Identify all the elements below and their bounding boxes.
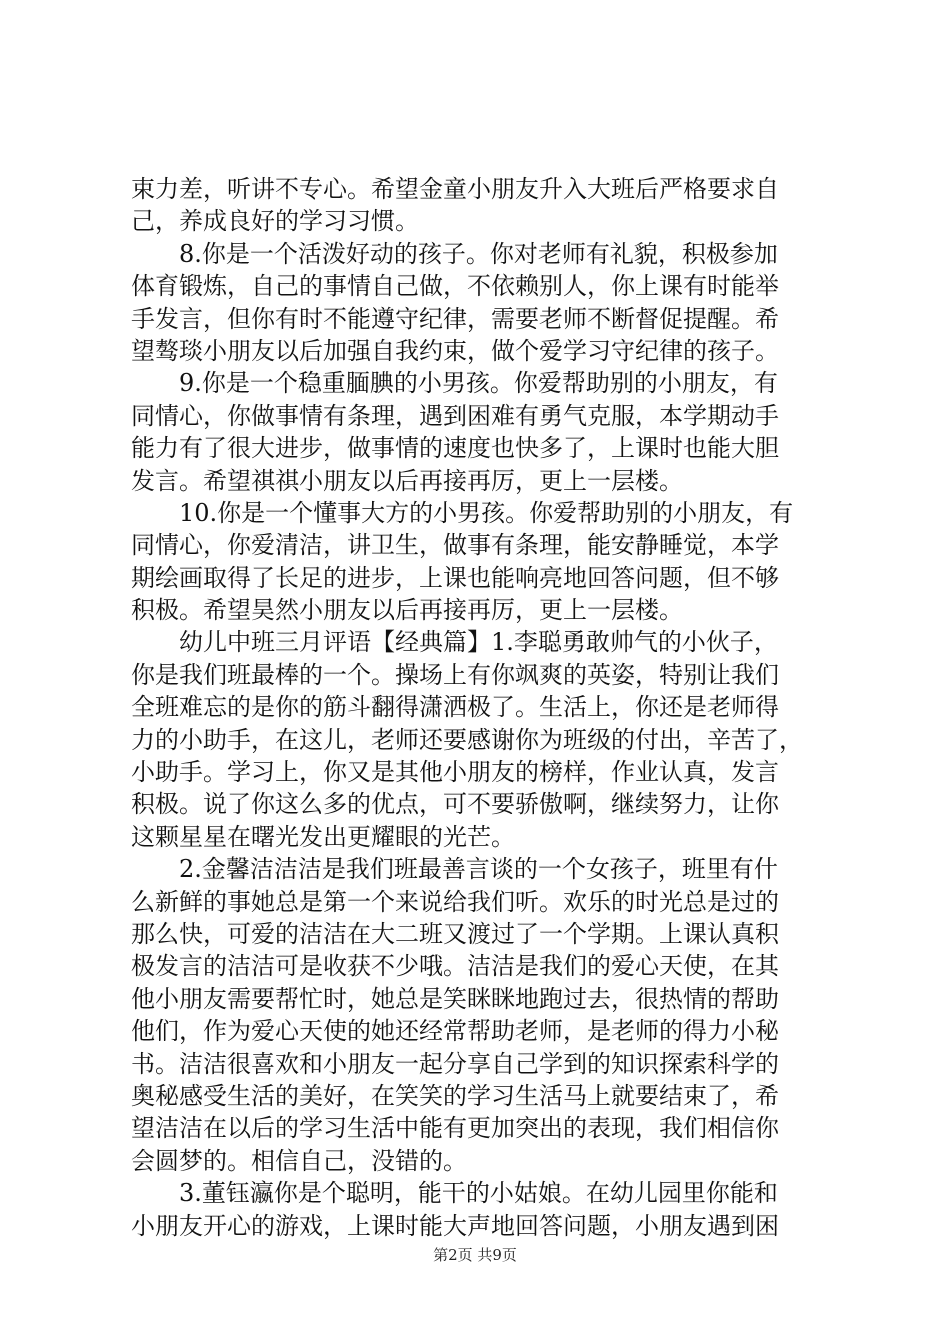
text-line: 幼儿中班三月评语【经典篇】1.李聪勇敢帅气的小伙子， (179, 628, 778, 657)
text-line: 奥秘感受生活的美好，在笑笑的学习生活马上就要结束了，希 (131, 1081, 779, 1110)
text-line: 期绘画取得了长足的进步，上课也能响亮地回答问题，但不够 (131, 563, 779, 592)
text-line: 积极。希望昊然小朋友以后再接再厉，更上一层楼。 (131, 596, 683, 625)
text-line: 发言。希望祺祺小朋友以后再接再厉，更上一层楼。 (131, 466, 683, 495)
text-line: 么新鲜的事她总是第一个来说给我们听。欢乐的时光总是过的 (131, 887, 779, 916)
text-line: 同情心，你爱清洁，讲卫生，做事有条理，能安静睡觉，本学 (131, 531, 779, 560)
text-line: 能力有了很大进步，做事情的速度也快多了，上课时也能大胆 (131, 434, 779, 463)
text-line: 己，养成良好的学习习惯。 (131, 207, 419, 236)
text-line: 2.金馨洁洁洁是我们班最善言谈的一个女孩子，班里有什 (179, 855, 778, 884)
text-line: 极发言的洁洁可是收获不少哦。洁洁是我们的爱心天使，在其 (131, 952, 779, 981)
text-line: 这颗星星在曙光发出更耀眼的光芒。 (131, 822, 515, 851)
text-line: 8.你是一个活泼好动的孩子。你对老师有礼貌，积极参加 (179, 239, 778, 268)
page-number-footer: 第2页 共9页 (433, 1246, 517, 1264)
text-line: 小朋友开心的游戏，上课时能大声地回答问题，小朋友遇到困 (131, 1211, 779, 1240)
text-line: 10.你是一个懂事大方的小男孩。你爱帮助别的小朋友，有 (179, 498, 794, 527)
text-line: 会圆梦的。相信自己，没错的。 (131, 1146, 467, 1175)
text-line: 望骜琰小朋友以后加强自我约束，做个爱学习守纪律的孩子。 (131, 336, 779, 365)
text-line: 小助手。学习上，你又是其他小朋友的榜样，作业认真，发言 (131, 758, 779, 787)
text-line: 束力差，听讲不专心。希望金童小朋友升入大班后严格要求自 (131, 175, 779, 203)
text-line: 那么快，可爱的洁洁在大二班又渡过了一个学期。上课认真积 (131, 919, 779, 948)
text-line: 他小朋友需要帮忙时，她总是笑眯眯地跑过去，很热情的帮助 (131, 984, 779, 1013)
document-body (131, 173, 831, 1242)
text-line: 你是我们班最棒的一个。操场上有你飒爽的英姿，特别让我们 (131, 660, 779, 689)
text-line: 手发言，但你有时不能遵守纪律，需要老师不断督促提醒。希 (131, 304, 779, 333)
text-line: 书。洁洁很喜欢和小朋友一起分享自己学到的知识探索科学的 (131, 1049, 779, 1078)
text-line: 力的小助手，在这儿，老师还要感谢你为班级的付出，辛苦了， (131, 725, 803, 754)
text-line: 他们，作为爱心天使的她还经常帮助老师，是老师的得力小秘 (131, 1017, 779, 1046)
text-line: 积极。说了你这么多的优点，可不要骄傲啊，继续努力，让你 (131, 790, 779, 819)
text-line: 9.你是一个稳重腼腆的小男孩。你爱帮助别的小朋友，有 (179, 369, 778, 398)
text-line: 体育锻炼，自己的事情自己做，不依赖别人，你上课有时能举 (131, 272, 779, 301)
text-line: 全班难忘的是你的筋斗翻得潇洒极了。生活上，你还是老师得 (131, 693, 779, 722)
text-line: 3.董钰瀛你是个聪明，能干的小姑娘。在幼儿园里你能和 (179, 1179, 778, 1208)
text-line: 望洁洁在以后的学习生活中能有更加突出的表现，我们相信你 (131, 1114, 779, 1143)
text-line: 同情心，你做事情有条理，遇到困难有勇气克服，本学期动手 (131, 401, 779, 430)
